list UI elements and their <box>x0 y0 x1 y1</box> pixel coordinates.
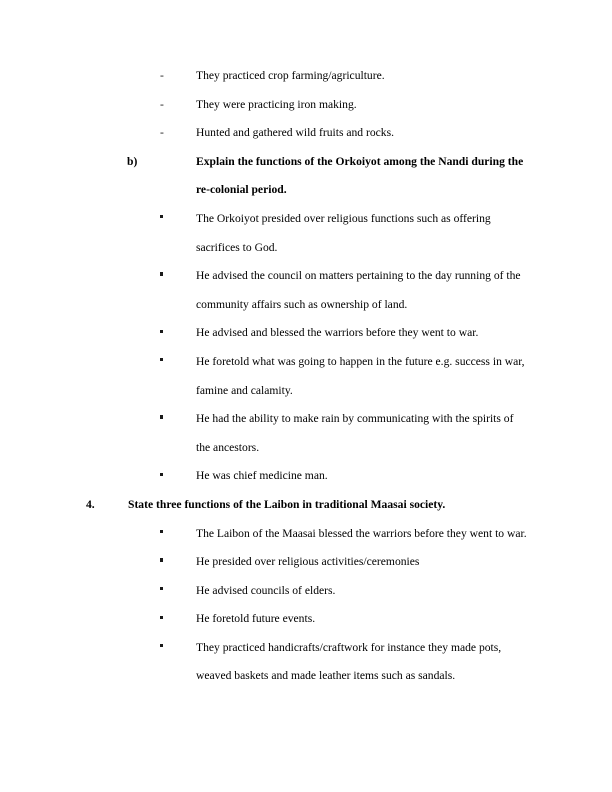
answer-list-item-text: Hunted and gathered wild fruits and rocks. <box>196 126 395 140</box>
answer-list-item-text: He advised councils of elders. <box>196 583 336 597</box>
answer-list-item-text: He was chief medicine man. <box>196 469 328 483</box>
answer-list-item-text: The Orkoiyot presided over religious functions such as offering sacrifices to God. <box>196 211 491 254</box>
question-heading <box>0 491 612 520</box>
answer-list-item <box>0 577 612 606</box>
square-bullet-icon <box>160 548 190 577</box>
answer-list-item <box>0 91 612 120</box>
square-bullet-icon <box>160 577 190 606</box>
sub-question-label: b) <box>127 154 138 168</box>
answer-list-item-text: He foretold future events. <box>196 612 316 626</box>
answer-list-item <box>0 548 612 577</box>
square-bullet-icon <box>160 319 190 348</box>
answer-list-item <box>0 205 612 262</box>
square-bullet-icon <box>160 605 190 634</box>
answer-list-item-text: They practiced crop farming/agriculture. <box>196 69 385 82</box>
answer-list-item-text: He presided over religious activities/ceremonies <box>196 555 420 569</box>
dash-marker-icon <box>160 119 190 148</box>
answer-list-item <box>0 348 612 405</box>
square-bullet-icon <box>160 348 190 377</box>
square-bullet-icon <box>160 634 190 663</box>
answer-list-item <box>0 634 612 691</box>
answer-list-item-text: The Laibon of the Maasai blessed the warriors before they went to war. <box>196 526 527 540</box>
dash-marker-icon <box>160 62 190 91</box>
answer-list-item <box>0 462 612 491</box>
answer-list-item-text: He advised and blessed the warriors before they went to war. <box>196 326 479 340</box>
answer-list-item-text: He had the ability to make rain by communicating with the spirits of the ancestors. <box>196 412 514 454</box>
answer-list-item <box>0 319 612 348</box>
answer-list-item <box>0 62 612 91</box>
answer-list-item-text: He advised the council on matters pertaining to the day running of the community affairs such as ownership of land. <box>196 269 521 311</box>
answer-list-item-text: They were practicing iron making. <box>196 97 357 111</box>
question-number-label: 4. <box>86 497 95 511</box>
answer-list-item <box>0 405 612 462</box>
square-bullet-icon <box>160 462 190 491</box>
answer-list-item-text: He foretold what was going to happen in the future e.g. success in war, famine and calamity. <box>196 354 525 397</box>
question-text: State three functions of the Laibon in traditional Maasai society. <box>128 497 446 511</box>
answer-list-item <box>0 262 612 319</box>
document-body <box>0 62 612 691</box>
answer-list-item <box>0 520 612 549</box>
answer-list-item <box>0 605 612 634</box>
sub-question-text: Explain the functions of the Orkoiyot among the Nandi during the re-colonial period. <box>196 154 524 197</box>
answer-list-item <box>0 119 612 148</box>
square-bullet-icon <box>160 520 190 549</box>
square-bullet-icon <box>160 405 190 434</box>
dash-marker-icon <box>160 91 190 120</box>
sub-question-heading <box>0 148 612 205</box>
answer-list-item-text: They practiced handicrafts/craftwork for instance they made pots, weaved baskets and made leather items such as sandals. <box>196 640 502 683</box>
square-bullet-icon <box>160 205 190 234</box>
square-bullet-icon <box>160 262 190 291</box>
